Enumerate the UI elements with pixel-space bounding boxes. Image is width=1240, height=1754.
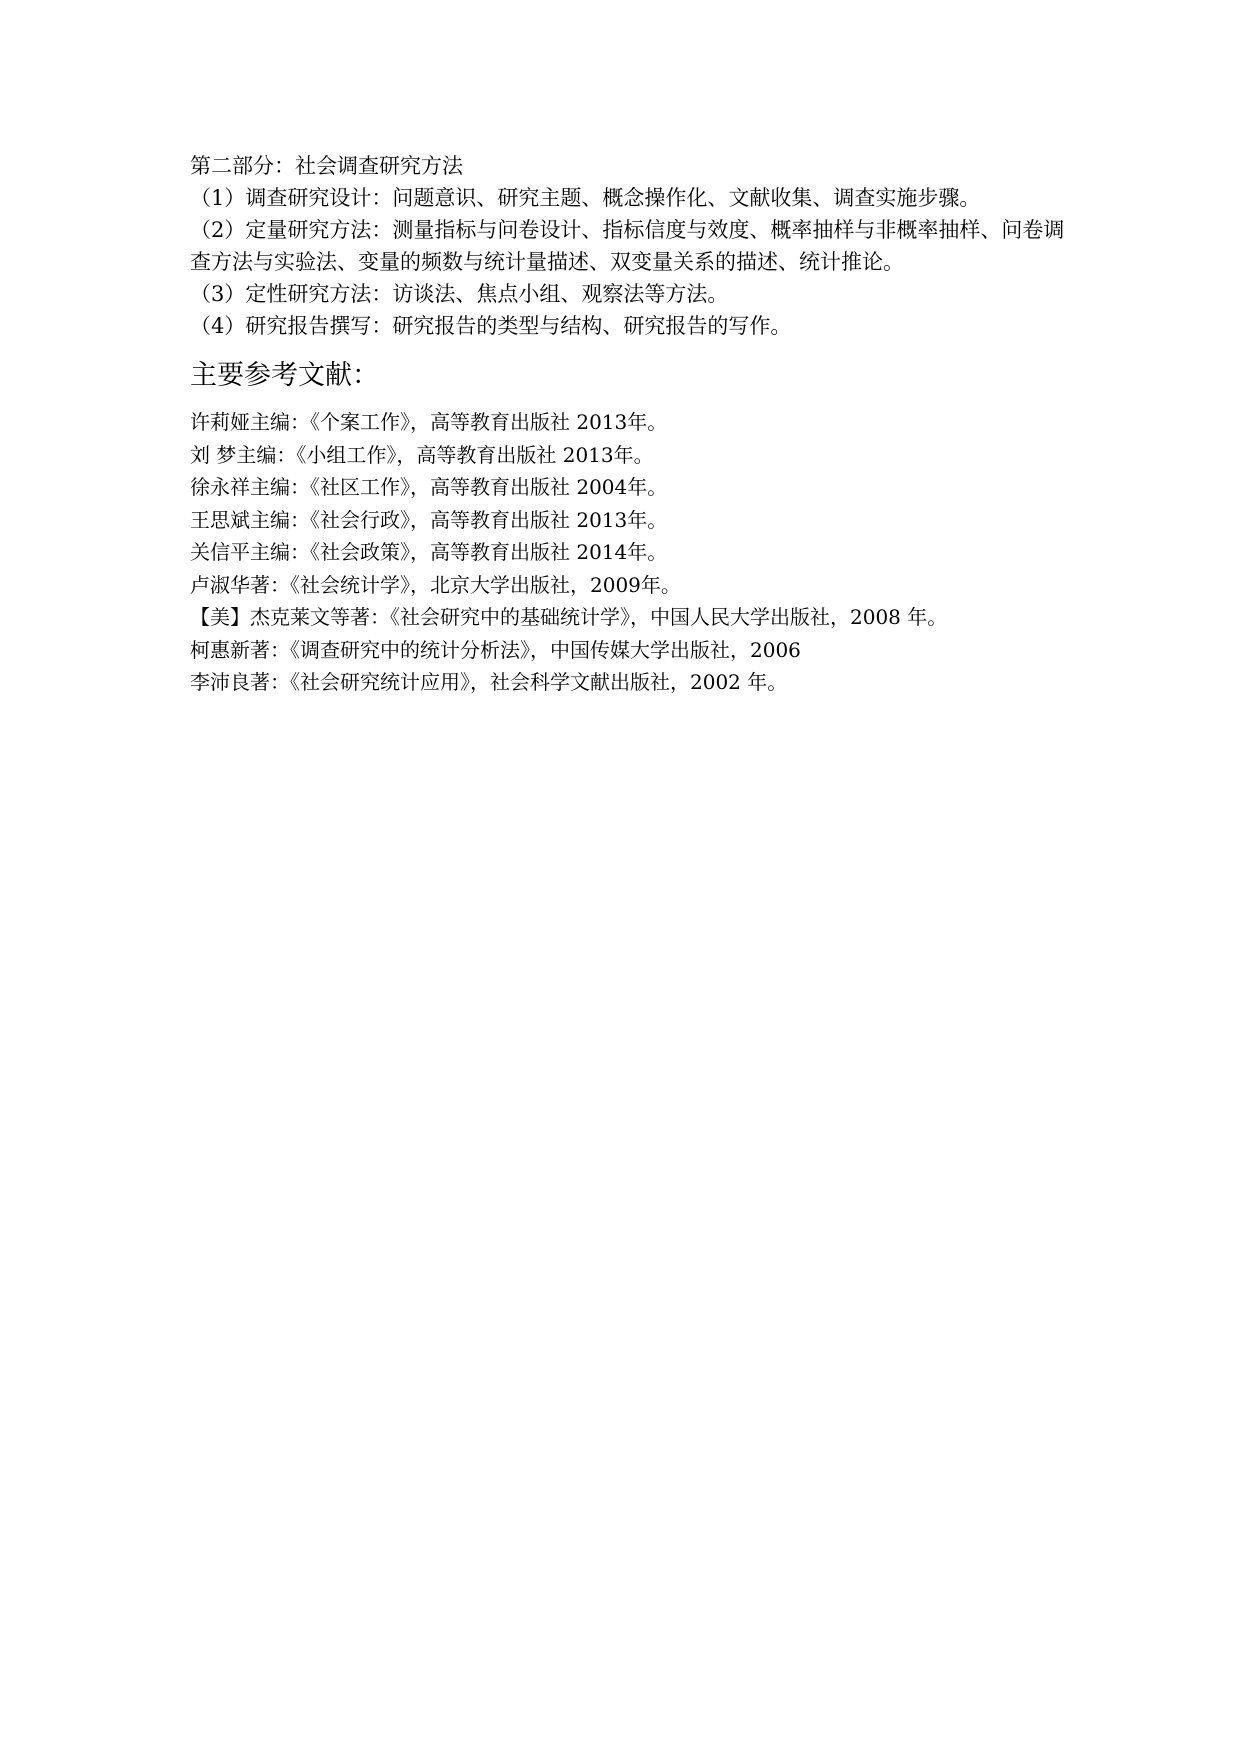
reference-item-5: 关信平主编：《社会政策》，高等教育出版社 2014年。 (190, 540, 668, 564)
reference-item-4: 王思斌主编：《社会行政》，高等教育出版社 2013年。 (190, 507, 668, 532)
section-title: 第二部分：社会调查研究方法 (190, 154, 463, 178)
reference-item-1: 许莉娅主编：《个案工作》，高等教育出版社 2013年。 (190, 410, 668, 434)
reference-item-8: 柯惠新著：《调查研究中的统计分析法》，中国传媒大学出版社，2006 (190, 637, 801, 662)
reference-item-7: 【美】杰克莱文等著：《社会研究中的基础统计学》，中国人民大学出版社，2008 年。 (190, 605, 948, 629)
section-item-2: （2）定量研究方法：测量指标与问卷设计、指标信度与效度、概率抽样与非概率抽样、问卷调查方法与实验法、变量的频数与统计量描述、双变量关系的描述、统计推论。 (190, 218, 1065, 274)
reference-item-6: 卢淑华著：《社会统计学》，北京大学出版社，2009年。 (190, 572, 681, 597)
references-heading: 主要参考文献： (190, 360, 379, 391)
reference-item-2: 刘 梦主编：《小组工作》，高等教育出版社 2013年。 (190, 442, 654, 467)
reference-item-3: 徐永祥主编：《社区工作》，高等教育出版社 2004年。 (190, 475, 668, 499)
section-item-3: （3）定性研究方法：访谈法、焦点小组、观察法等方法。 (190, 282, 729, 306)
section-item-4: （4）研究报告撰写：研究报告的类型与结构、研究报告的写作。 (190, 314, 792, 338)
section-item-1: （1）调查研究设计：问题意识、研究主题、概念操作化、文献收集、调查实施步骤。 (190, 186, 981, 210)
reference-item-9: 李沛良著：《社会研究统计应用》，社会科学文献出版社，2002 年。 (190, 670, 788, 694)
page-content (190, 150, 1070, 699)
